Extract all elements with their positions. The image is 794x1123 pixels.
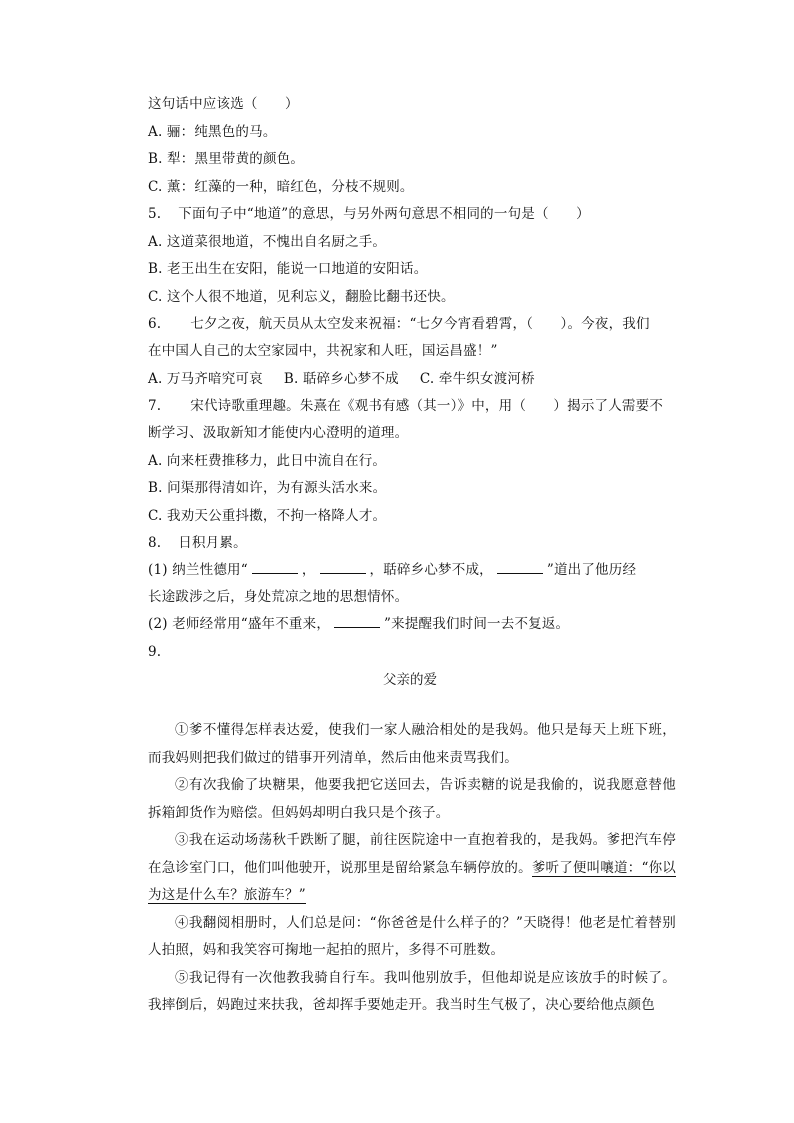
q7-text-line2: 断学习、汲取新知才能使内心澄明的道理。: [148, 425, 409, 441]
q6-options: [148, 370, 535, 388]
answer-blank: [334, 615, 380, 628]
answer-blank: [497, 561, 543, 574]
q8-stem: [148, 534, 247, 552]
q8-sub2: (2) 老师经常用“盛年不重来， ”来提醒我们时间一去不复返。: [148, 616, 570, 632]
q4-option-b: B. 犁：黑里带黄的颜色。: [148, 151, 305, 167]
answer-blank: [320, 561, 366, 574]
q4-option-c: C. 薰：红藻的一种，暗红色，分枝不规则。: [148, 179, 414, 195]
q5-option-c: C. 这个人很不地道，见利忘义，翻脸比翻书还快。: [148, 289, 455, 305]
passage-title: 父亲的爱: [383, 672, 437, 688]
passage-paragraph-5: ⑤我记得有一次他教我骑自行车。我叫他别放手，但他却说是应该放手的时候了。我摔倒后，妈跑过来扶我，爸却挥手要她走开。我当时生气极了，决心要给他点颜色: [148, 969, 676, 1013]
q8-title: 日积月累。: [178, 535, 247, 551]
underlined-sentence: 爹听了便叫嚷道：“你以为这是什么车？旅游车？”: [148, 859, 676, 903]
passage-paragraph-4: ④我翻阅相册时，人们总是问：“你爸爸是什么样子的？”天晓得！他老是忙着替别人拍照，妈和我笑容可掬地一起拍的照片，多得不可胜数。: [148, 914, 676, 958]
answer-blank: [252, 561, 298, 574]
q5-option-a: A. 这道菜很地道，不愧出自名厨之手。: [148, 234, 387, 250]
q6-option-a: A. 万马齐喑究可哀: [148, 371, 263, 387]
q8-number: 8.: [148, 535, 162, 551]
q5-option-b: B. 老王出生在安阳，能说一口地道的安阳话。: [148, 261, 428, 277]
q7-option-b: B. 问渠那得清如许，为有源头活水来。: [148, 480, 387, 496]
q5-text: 下面句子中“地道”的意思，与另外两句意思不相同的一句是（ ）: [178, 206, 590, 222]
q8-sub1-line2: 长途跋涉之后，身处荒凉之地的思想情怀。: [148, 589, 409, 605]
passage-paragraph-3: ③我在运动场荡秋千跌断了腿，前往医院途中一直抱着我的，是我妈。爹把汽车停在急诊室门口，他们叫他驶开，说那里是留给紧急车辆停放的。爹听了便叫嚷道：“你以为这是什么车？旅游车？”: [148, 832, 676, 903]
q5-stem: [148, 205, 590, 223]
q7-option-c: C. 我劝天公重抖擞，不拘一格降人才。: [148, 508, 387, 524]
passage-body: [148, 717, 676, 1020]
q9-number: 9.: [148, 644, 162, 660]
q7-stem-line1: [148, 397, 663, 415]
q8-sub2-number: (2): [148, 616, 168, 632]
q7-number: 7.: [148, 398, 162, 414]
q6-option-b: B. 聒碎乡心梦不成: [283, 371, 399, 387]
q4-option-a: A. 骊：纯黑色的马。: [148, 124, 277, 140]
q7-text-line1: 宋代诗歌重理趣。朱熹在《观书有感（其一）》中，用（ ）揭示了人需要不: [190, 398, 664, 414]
q5-number: 5.: [148, 206, 162, 222]
q8-sub1-number: (1): [148, 562, 168, 578]
q7-option-a: A. 向来枉费推移力，此日中流自在行。: [148, 453, 387, 469]
passage-paragraph-1: ①爹不懂得怎样表达爱，使我们一家人融洽相处的是我妈。他只是每天上班下班，而我妈则把我们做过的错事开列清单，然后由他来责骂我们。: [148, 722, 676, 766]
q8-sub1: (1) 纳兰性德用“ ， ，聒碎乡心梦不成， ”道出了他历经: [148, 562, 637, 578]
question-stem: 这句话中应该选（ ）: [148, 96, 299, 112]
passage-paragraph-2: ②有次我偷了块糖果，他要我把它送回去，告诉卖糖的说是我偷的，说我愿意替他拆箱卸货作为赔偿。但妈妈却明白我只是个孩子。: [148, 777, 676, 821]
q6-stem-line1: [148, 315, 650, 333]
q6-text-line1: 七夕之夜，航天员从太空发来祝福：“七夕今宵看碧霄，（ ）。今夜，我们: [190, 316, 650, 332]
q6-text-line2: 在中国人自己的太空家园中，共祝家和人旺，国运昌盛！”: [148, 343, 498, 359]
q6-number: 6.: [148, 316, 162, 332]
q6-option-c: C. 牵牛织女渡河桥: [419, 371, 535, 387]
